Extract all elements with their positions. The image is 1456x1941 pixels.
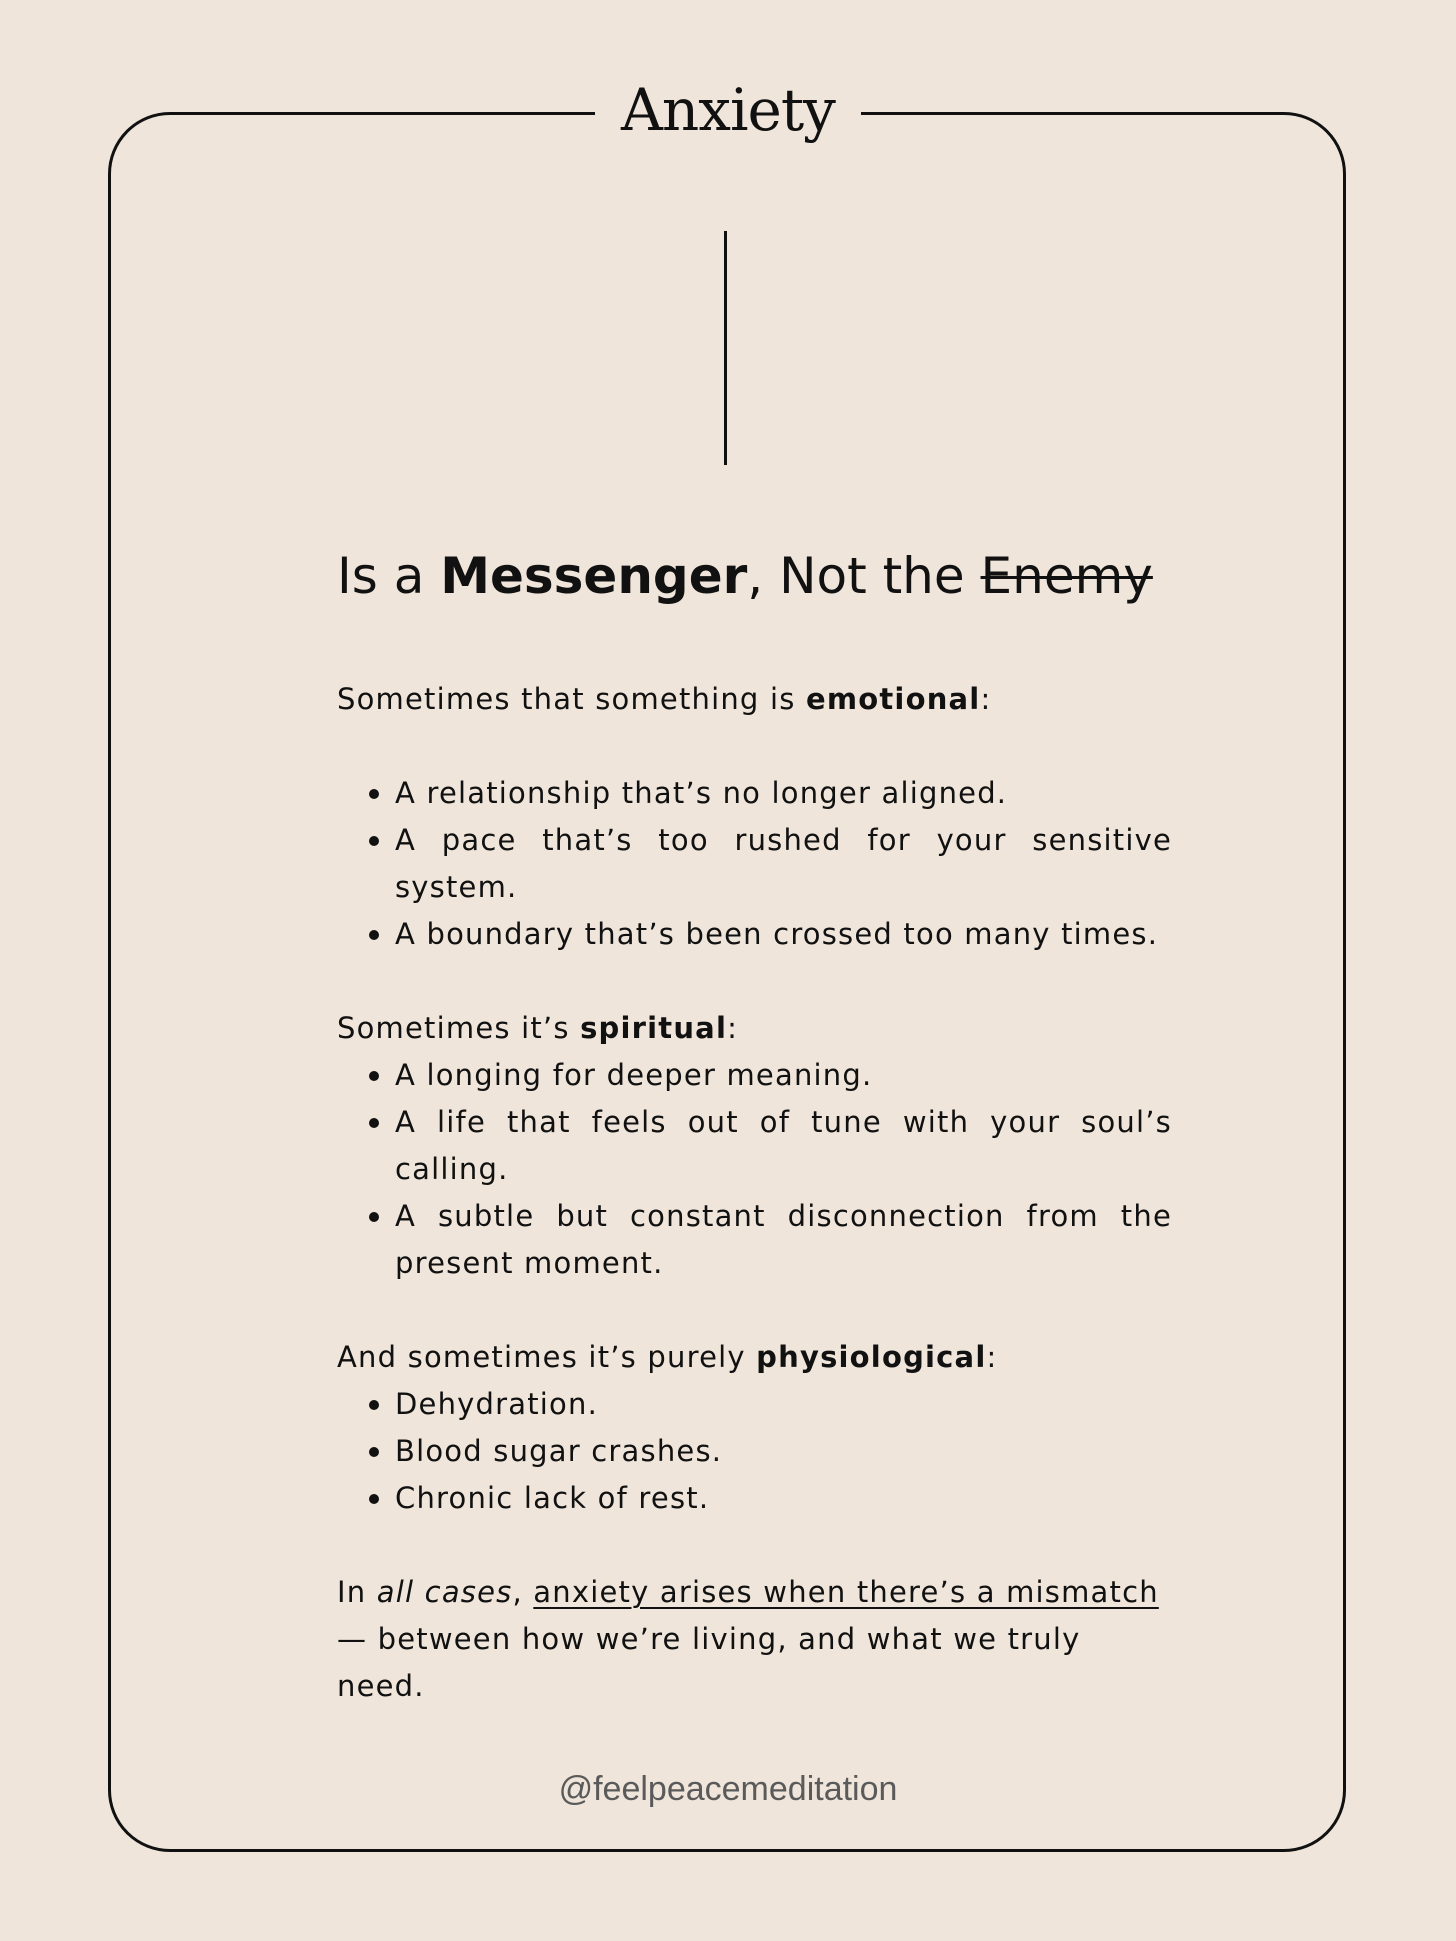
footer-handle: @feelpeacemeditation — [558, 1770, 898, 1808]
intro-keyword: physiological — [756, 1340, 987, 1374]
intro-text: Sometimes it’s — [337, 1011, 581, 1045]
main-content — [337, 540, 1172, 1710]
heading-bold: Messenger — [440, 547, 748, 605]
intro-text: And sometimes it’s purely — [337, 1340, 757, 1374]
section-spiritual — [337, 1005, 1172, 1287]
list-item: A life that feels out of tune with your soul’s calling. — [395, 1099, 1172, 1193]
section-intro — [337, 1005, 1172, 1052]
spacer — [337, 723, 1172, 770]
list-item: A pace that’s too rushed for your sensitive system. — [395, 817, 1172, 911]
intro-keyword: spiritual — [580, 1011, 728, 1045]
section-emotional — [337, 676, 1172, 958]
emotional-list — [337, 770, 1172, 958]
list-item: Dehydration. — [395, 1381, 1172, 1428]
section-intro — [337, 676, 1172, 723]
page-title: Anxiety — [595, 70, 861, 150]
main-heading — [337, 540, 1172, 612]
conclusion-pre: In — [337, 1575, 377, 1609]
section-physiological — [337, 1334, 1172, 1522]
list-item: A subtle but constant disconnection from the present moment. — [395, 1193, 1172, 1287]
conclusion-underlined: anxiety arises when there’s a mismatch — [533, 1575, 1159, 1609]
intro-colon: : — [980, 682, 992, 716]
intro-colon: : — [986, 1340, 998, 1374]
title-wrap — [0, 70, 1456, 150]
physiological-list — [337, 1381, 1172, 1522]
intro-text: Sometimes that something is — [337, 682, 806, 716]
list-item: A boundary that’s been crossed too many times. — [395, 911, 1172, 958]
spiritual-list — [337, 1052, 1172, 1287]
list-item: A longing for deeper meaning. — [395, 1052, 1172, 1099]
list-item: Chronic lack of rest. — [395, 1475, 1172, 1522]
list-item: Blood sugar crashes. — [395, 1428, 1172, 1475]
conclusion-comma: , — [512, 1575, 534, 1609]
conclusion-italic: all cases — [376, 1575, 513, 1609]
intro-keyword: emotional — [805, 682, 981, 716]
section-intro — [337, 1334, 1172, 1381]
vertical-divider — [724, 231, 727, 465]
conclusion — [337, 1569, 1172, 1710]
intro-colon: : — [727, 1011, 739, 1045]
conclusion-post: — between how we’re living, and what we truly need. — [337, 1622, 1081, 1703]
heading-mid: , Not the — [747, 547, 981, 605]
heading-strike: Enemy — [980, 547, 1153, 605]
list-item: A relationship that’s no longer aligned. — [395, 770, 1172, 817]
heading-pre: Is a — [337, 547, 441, 605]
